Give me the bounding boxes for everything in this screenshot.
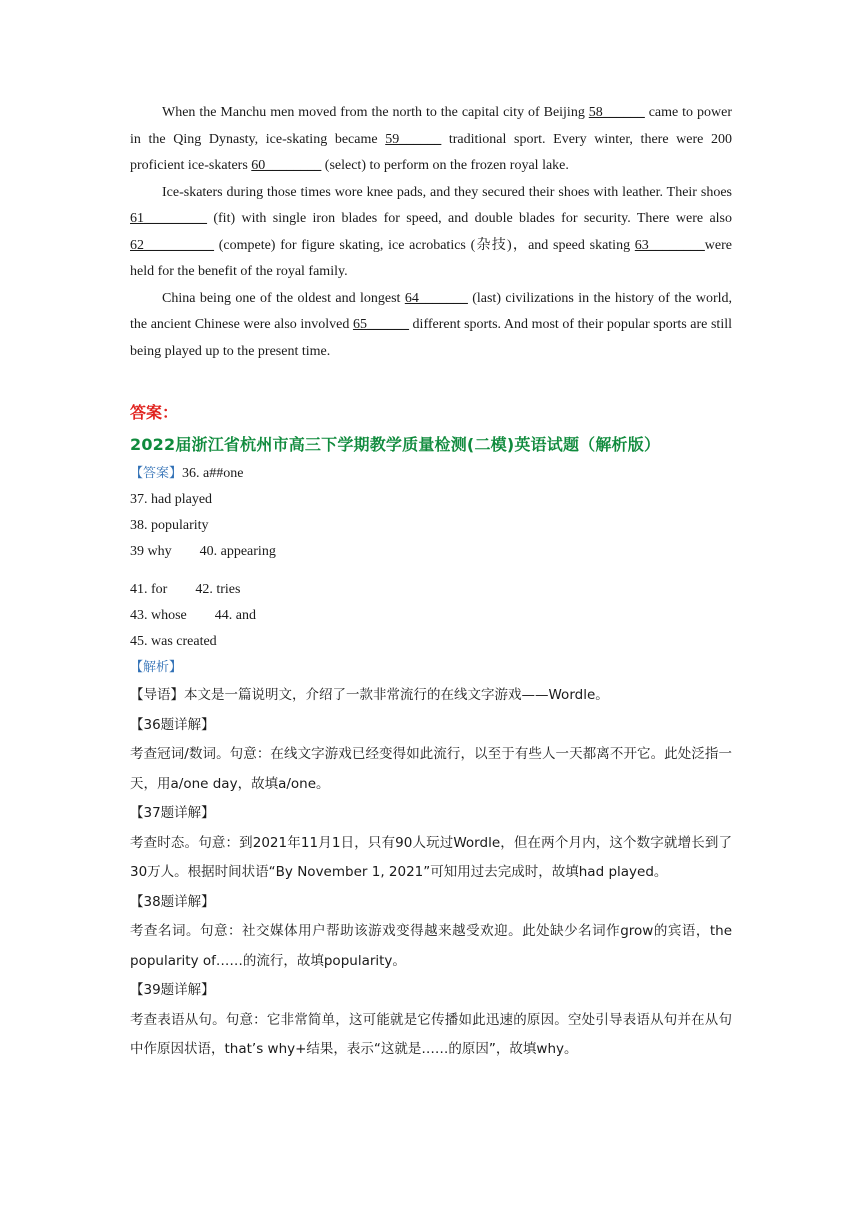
answer-43-44 — [130, 603, 732, 629]
passage-text: came to power in the Qing Dynasty, ice-skating became — [130, 105, 732, 147]
document-title: 2022届浙江省杭州市高三下学期教学质量检测(二模)英语试题（解析版） — [130, 435, 661, 454]
answer-44: 44. and — [214, 608, 256, 623]
passage-text: (compete) for figure skating, ice acrobatics (杂技)，and speed skating — [214, 237, 635, 253]
answer-blank: 60________ — [251, 158, 322, 173]
analysis-tag-line — [130, 655, 732, 681]
passage-text: traditional sport. Every winter, there were 200 proficient ice-skaters — [130, 131, 732, 173]
answer-blank: 63________ — [634, 237, 705, 253]
answer-43: 43. whose — [130, 608, 187, 623]
answer-blank: 59______ — [385, 131, 442, 147]
passage-text: (last) civilizations in the history of the world, the ancient Chinese were also involved — [130, 290, 732, 332]
detail-39-title: 【39题详解】 — [130, 982, 215, 998]
answer-40: 40. appearing — [199, 544, 276, 559]
detail-36-title: 【36题详解】 — [130, 716, 215, 733]
detail-39-body: 考查表语从句。句意：它非常简单，这可能就是它传播如此迅速的原因。空处引导表语从句并在从句中作原因状语，that’s why+结果，表示“这就是……的原因”，故填why。 — [130, 1011, 732, 1057]
guide-text: 【导语】本文是一篇说明文，介绍了一款非常流行的在线文字游戏——Wordle。 — [130, 687, 609, 703]
detail-37-body: 考查时态。句意：到2021年11月1日，只有90人玩过Wordle，但在两个月内，这个数字就增长到了30万人。根据时间状语“By November 1, 2021”可知用过去完成时，故填had played。 — [130, 834, 732, 880]
answer-41: 41. for — [130, 582, 168, 597]
document-page — [130, 100, 732, 1065]
answer-37: 37. had played — [130, 492, 213, 507]
answer-39: 39 why — [130, 544, 172, 559]
detail-37-title: 【37题详解】 — [130, 805, 215, 821]
passage-paragraph — [130, 100, 732, 180]
answer-list — [130, 461, 732, 681]
answer-42: 42. tries — [195, 582, 241, 597]
analysis-section — [130, 681, 732, 1065]
passage-text: China being one of the oldest and longest — [162, 290, 405, 306]
answer-blank: 64_______ — [404, 290, 468, 306]
detail-36-body: 考查冠词/数词。句意：在线文字游戏已经变得如此流行，以至于有些人一天都离不开它。此处泛指一天，用a/one day，故填a/one。 — [130, 746, 732, 792]
answer-blank: 61_________ — [130, 211, 207, 226]
answer-tag: 【答案】 — [130, 466, 183, 481]
passage-text: When the Manchu men moved from the north to the capital city of Beijing — [162, 105, 589, 120]
answer-41-42 — [130, 577, 732, 603]
answer-heading: 答案： — [130, 403, 179, 422]
answer-39-40 — [130, 539, 732, 577]
answer-blank: 58______ — [588, 105, 645, 120]
cloze-passage — [130, 100, 732, 365]
passage-paragraph — [130, 286, 732, 366]
passage-text: Ice-skaters during those times wore knee pads, and they secured their shoes with leather. Their shoes — [162, 184, 732, 200]
answer-36 — [130, 461, 732, 487]
detail-38-body: 考查名词。句意：社交媒体用户帮助该游戏变得越来越受欢迎。此处缺少名词作grow的宾语，the popularity of……的流行，故填popularity。 — [130, 923, 732, 969]
answer-45: 45. was created — [130, 634, 217, 649]
passage-text: (fit) with single iron blades for speed, and double blades for security. There were also — [207, 211, 732, 226]
answer-blank: 65______ — [352, 317, 409, 332]
answer-blank: 62__________ — [130, 237, 214, 253]
passage-text: different sports. And most of their popular sports are still being played up to the present time. — [130, 317, 732, 359]
passage-text: were held for the benefit of the royal family. — [130, 237, 732, 279]
analysis-tag: 【解析】 — [130, 660, 183, 675]
detail-38-title: 【38题详解】 — [130, 893, 215, 910]
passage-paragraph — [130, 180, 732, 286]
answer-38: 38. popularity — [130, 518, 209, 533]
passage-text: (select) to perform on the frozen royal lake. — [321, 158, 569, 173]
answer-36-text: 36. a##one — [182, 466, 244, 481]
